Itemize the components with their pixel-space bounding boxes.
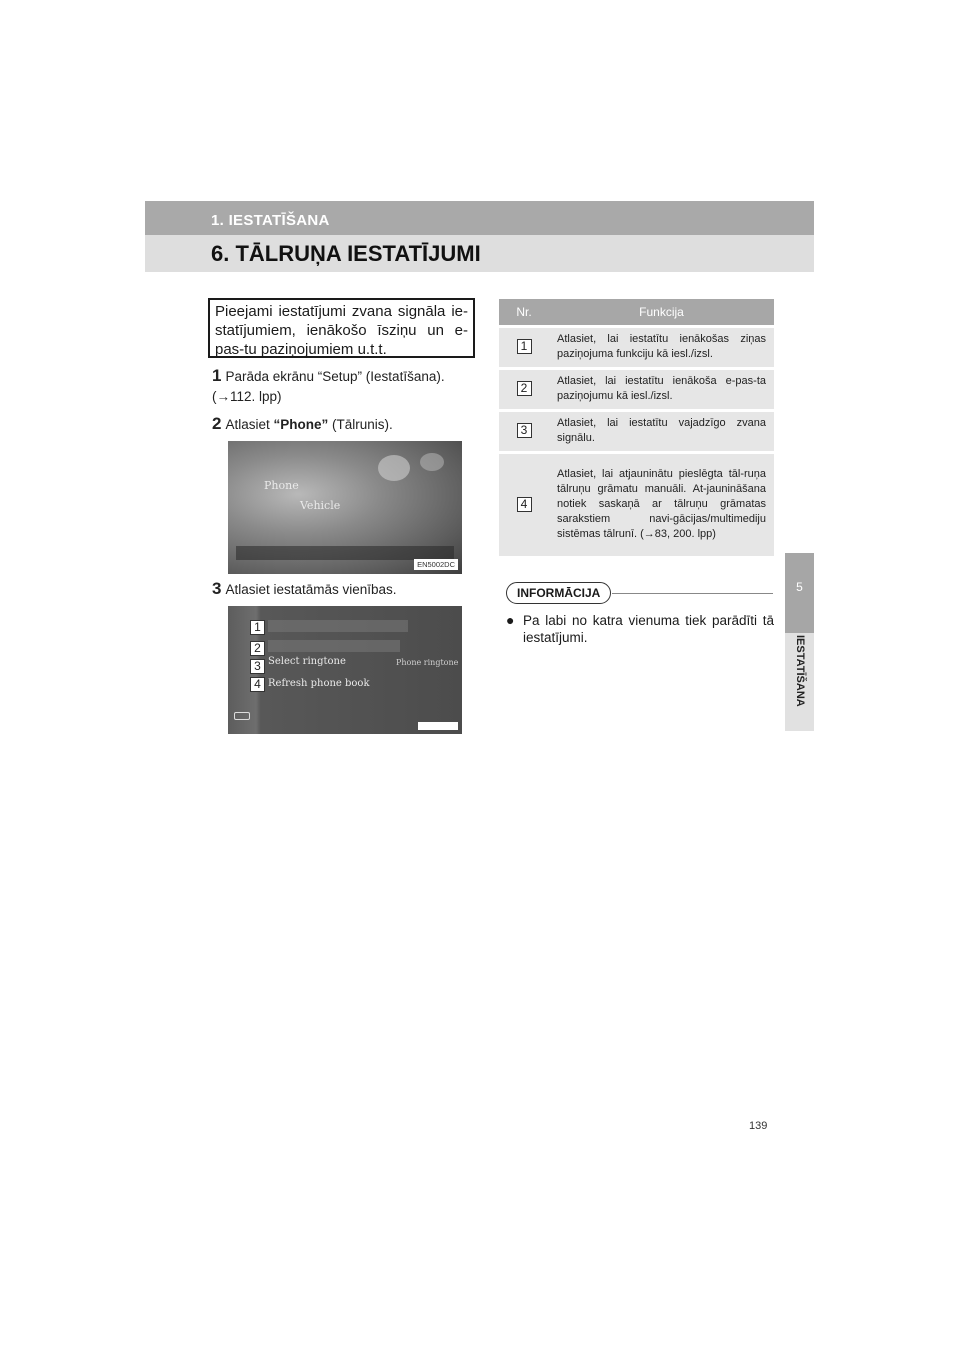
row-number: 3 <box>517 423 532 438</box>
image-code: EN5002DC <box>414 559 458 570</box>
info-body: Pa labi no katra vienuma tiek parādīti tā iestatījumi. <box>523 613 774 645</box>
table-row <box>499 452 774 556</box>
step-number: 2 <box>212 414 222 433</box>
phone-icon <box>378 455 410 481</box>
step-3 <box>212 579 397 600</box>
marker-1: 1 <box>250 620 265 635</box>
settings-row-ringtone: Select ringtone <box>268 656 346 667</box>
gear-icon <box>420 453 444 471</box>
section-header <box>145 201 814 235</box>
row-number: 2 <box>517 381 532 396</box>
row-text: Atlasiet, lai iestatītu ienākošas ziņas paziņojuma funkciju kā iesl./izsl. <box>549 326 774 368</box>
screen-label-vehicle: Vehicle <box>300 499 341 512</box>
screen-label-phone: Phone <box>264 479 299 492</box>
side-tab-label: IESTATĪŠANA <box>794 635 806 707</box>
phone-keyword: “Phone” <box>273 417 329 432</box>
settings-value: Phone ringtone <box>396 658 459 667</box>
function-table <box>499 299 774 556</box>
step-number: 1 <box>212 366 222 385</box>
screenshot-phone-settings <box>228 606 462 734</box>
table-row <box>499 410 774 452</box>
row-text: Atlasiet, lai iestatītu vajadzīgo zvana signālu. <box>549 410 774 452</box>
step-text: Parāda ekrānu “Setup” (Iestatīšana). <box>225 369 445 384</box>
table-row <box>499 368 774 410</box>
step-text: Atlasiet iestatāmās vienības. <box>225 582 397 597</box>
table-row <box>499 326 774 368</box>
row-number: 1 <box>517 339 532 354</box>
info-divider <box>612 593 773 594</box>
screen-page-bar <box>236 546 454 560</box>
section-title: 1. IESTATĪŠANA <box>211 212 330 229</box>
settings-row <box>268 620 408 632</box>
step-number: 3 <box>212 579 222 598</box>
back-icon <box>234 712 250 720</box>
row-text: Atlasiet, lai iestatītu ienākoša e-pas-ta paziņojumu kā iesl./izsl. <box>549 368 774 410</box>
info-text <box>506 612 774 646</box>
step-2: 2 Atlasiet “Phone” (Tālrunis). <box>212 414 393 433</box>
table-header-row <box>499 299 774 326</box>
row-number: 4 <box>517 497 532 512</box>
side-tab-number: 5 <box>785 553 814 633</box>
bullet-icon: ● <box>506 612 515 628</box>
screenshot-setup-menu <box>228 441 462 574</box>
marker-4: 4 <box>250 677 265 692</box>
row-text: Atlasiet, lai atjauninātu pieslēgta tāl-ruņa tālruņu grāmatu manuāli. At-jaunināšana notiek saskaņā ar tālruņu grāmatas sarakstiem navi-gācijas/multimediju sistēmas tālrunī. (→83, 200. lpp) <box>549 452 774 556</box>
page-title-bar <box>145 235 814 272</box>
step-1 <box>212 366 445 407</box>
page-title: 6. TĀLRUŅA IESTATĪJUMI <box>211 241 481 266</box>
column-header-funkcija: Funkcija <box>549 299 774 326</box>
image-code <box>418 722 458 730</box>
info-label: INFORMĀCIJA <box>506 582 611 604</box>
intro-box: Pieejami iestatījumi zvana signāla ie-statījumiem, ienākošo īsziņu un e-pas-tu paziņojumiem u.t.t. <box>208 298 475 358</box>
column-header-nr: Nr. <box>499 299 549 326</box>
marker-2: 2 <box>250 641 265 656</box>
settings-row <box>268 640 400 652</box>
page-number: 139 <box>749 1120 768 1132</box>
marker-3: 3 <box>250 659 265 674</box>
settings-row-phonebook: Refresh phone book <box>268 678 370 689</box>
step-ref: (→112. lpp) <box>212 389 282 404</box>
